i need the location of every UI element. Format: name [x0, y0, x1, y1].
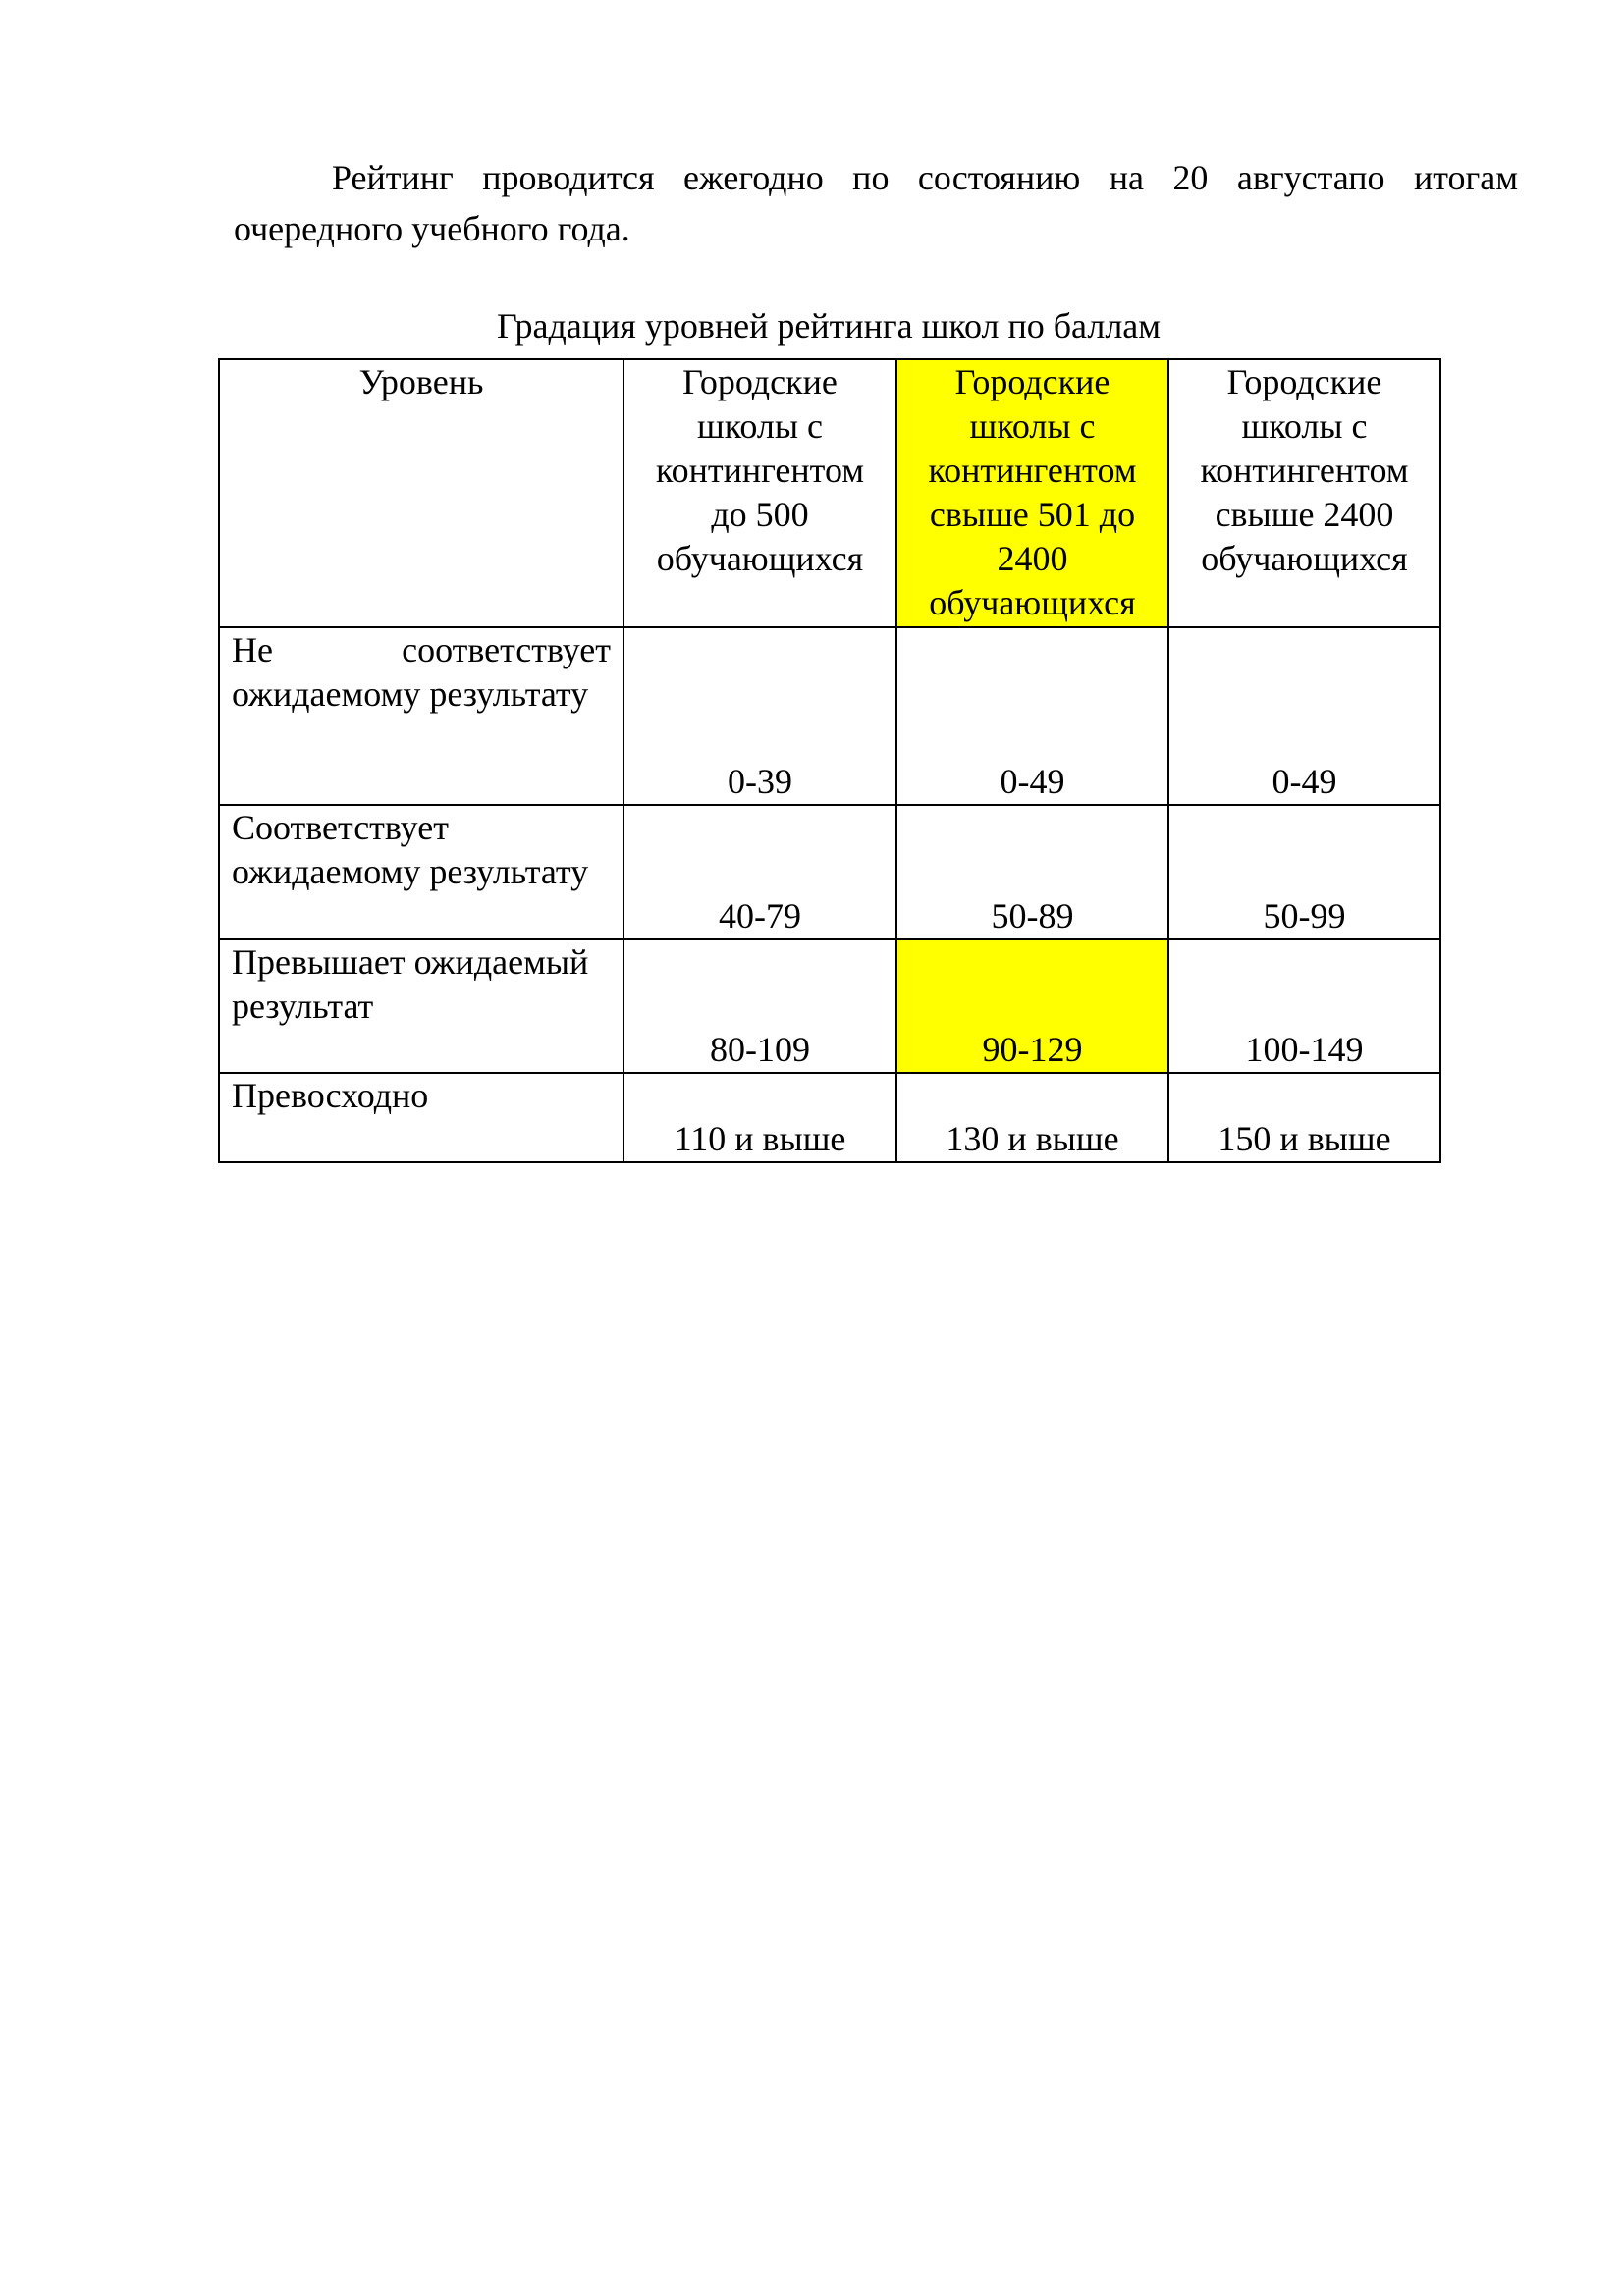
value-cell: 0-49 [896, 627, 1168, 805]
table-row [219, 1073, 1440, 1162]
table-row [219, 805, 1440, 939]
value-cell: 40-79 [623, 805, 896, 939]
table-row [219, 627, 1440, 805]
value-cell: 80-109 [623, 939, 896, 1073]
value-cell: 100-149 [1168, 939, 1440, 1073]
level-label-first-line: Не соответствует [232, 630, 611, 669]
value-cell: 130 и выше [896, 1073, 1168, 1162]
value-cell: 150 и выше [1168, 1073, 1440, 1162]
table-header-row [219, 359, 1440, 627]
header-level: Уровень [219, 359, 623, 627]
header-schools-501-to-2400: Городские школы с контингентом свыше 501 до 2400 обучающихся [896, 359, 1168, 627]
level-cell: Соответствует ожидаемому результату [219, 805, 623, 939]
level-cell: Превосходно [219, 1073, 623, 1162]
value-cell-highlighted: 90-129 [896, 939, 1168, 1073]
level-cell: Превышает ожидаемый результат [219, 939, 623, 1073]
value-cell: 110 и выше [623, 1073, 896, 1162]
level-cell [219, 627, 623, 805]
value-cell: 0-39 [623, 627, 896, 805]
table-row [219, 939, 1440, 1073]
value-cell: 50-89 [896, 805, 1168, 939]
intro-paragraph: Рейтинг проводится ежегодно по состоянию на 20 августапо итогам очередного учебного года. [234, 158, 1518, 248]
header-schools-up-to-500: Городские школы с контингентом до 500 обучающихся [623, 359, 896, 627]
value-cell: 50-99 [1168, 805, 1440, 939]
level-label-rest: ожидаемому результату [232, 674, 589, 714]
value-cell: 0-49 [1168, 627, 1440, 805]
table-caption: Градация уровней рейтинга школ по баллам [496, 306, 1162, 346]
rating-grade-table [218, 358, 1441, 1163]
header-schools-over-2400: Городские школы с контингентом свыше 2400 обучающихся [1168, 359, 1440, 627]
